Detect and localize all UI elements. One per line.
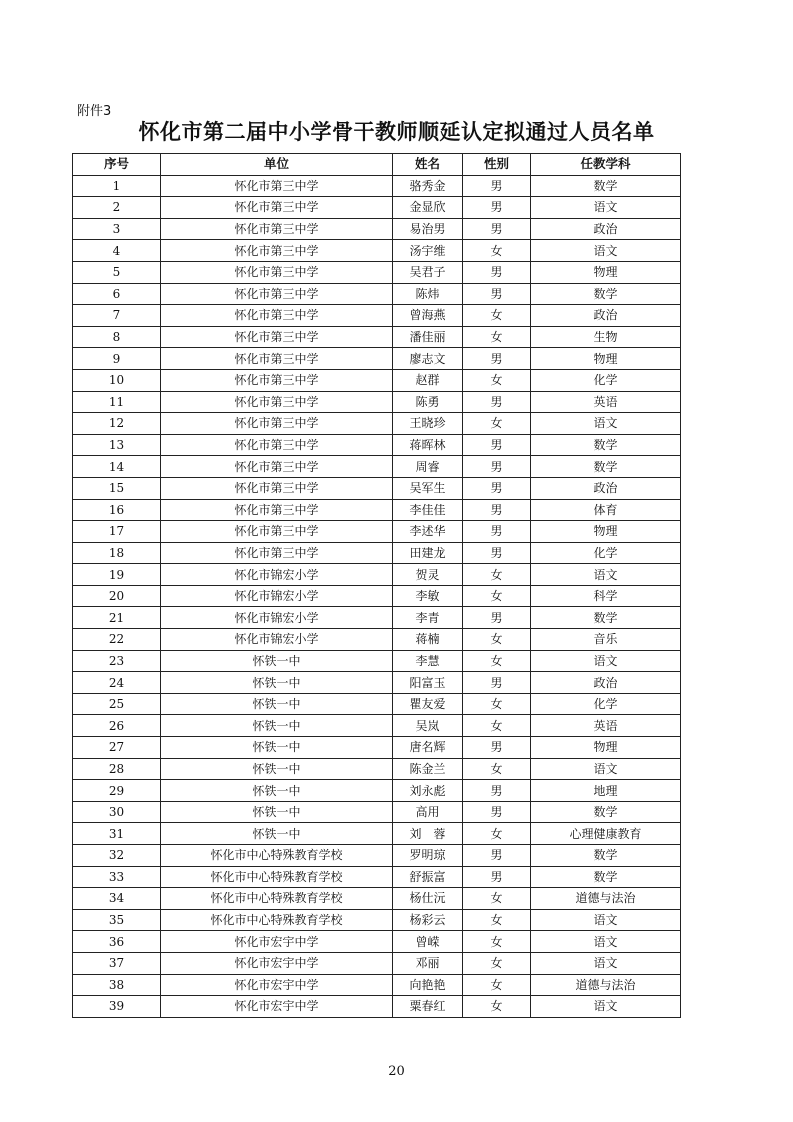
cell-unit: 怀铁一中 [161,801,393,823]
cell-unit: 怀化市第三中学 [161,197,393,219]
cell-no: 34 [73,888,161,910]
cell-name: 李佳佳 [393,499,463,521]
table-row [73,197,681,219]
cell-unit: 怀化市第三中学 [161,521,393,543]
cell-unit: 怀化市锦宏小学 [161,564,393,586]
cell-gender: 男 [463,261,531,283]
cell-no: 33 [73,866,161,888]
cell-gender: 女 [463,650,531,672]
table-row [73,952,681,974]
cell-no: 36 [73,931,161,953]
cell-no: 32 [73,845,161,867]
cell-unit: 怀化市宏宇中学 [161,996,393,1018]
cell-name: 刘 蓉 [393,823,463,845]
cell-unit: 怀化市第三中学 [161,305,393,327]
cell-no: 12 [73,413,161,435]
table-row [73,607,681,629]
cell-no: 7 [73,305,161,327]
cell-name: 金显欣 [393,197,463,219]
cell-no: 26 [73,715,161,737]
cell-subject: 数学 [531,845,681,867]
cell-gender: 女 [463,413,531,435]
cell-name: 骆秀金 [393,175,463,197]
cell-subject: 语文 [531,996,681,1018]
cell-subject: 物理 [531,521,681,543]
cell-subject: 政治 [531,477,681,499]
cell-subject: 政治 [531,672,681,694]
cell-unit: 怀化市第三中学 [161,326,393,348]
cell-name: 杨仕沅 [393,888,463,910]
cell-name: 赵群 [393,369,463,391]
cell-no: 35 [73,909,161,931]
cell-gender: 男 [463,391,531,413]
cell-name: 贺灵 [393,564,463,586]
table-row [73,348,681,370]
cell-name: 曾嵘 [393,931,463,953]
table-row [73,305,681,327]
cell-gender: 女 [463,931,531,953]
cell-subject: 数学 [531,283,681,305]
cell-no: 11 [73,391,161,413]
cell-subject: 道德与法治 [531,888,681,910]
cell-name: 蒋楠 [393,629,463,651]
cell-subject: 数学 [531,456,681,478]
cell-subject: 语文 [531,952,681,974]
cell-unit: 怀化市第三中学 [161,542,393,564]
cell-gender: 女 [463,326,531,348]
cell-gender: 男 [463,607,531,629]
cell-no: 18 [73,542,161,564]
cell-unit: 怀化市宏宇中学 [161,931,393,953]
cell-gender: 女 [463,240,531,262]
cell-gender: 女 [463,715,531,737]
cell-gender: 男 [463,737,531,759]
cell-gender: 男 [463,521,531,543]
cell-subject: 政治 [531,218,681,240]
cell-subject: 数学 [531,175,681,197]
table-row [73,737,681,759]
cell-unit: 怀化市锦宏小学 [161,607,393,629]
cell-no: 14 [73,456,161,478]
table-row [73,391,681,413]
table-row [73,326,681,348]
cell-name: 汤宇维 [393,240,463,262]
cell-no: 1 [73,175,161,197]
cell-name: 李慧 [393,650,463,672]
cell-unit: 怀化市第三中学 [161,240,393,262]
table-row [73,456,681,478]
cell-gender: 男 [463,197,531,219]
cell-no: 24 [73,672,161,694]
cell-name: 粟春红 [393,996,463,1018]
table-row [73,931,681,953]
cell-gender: 女 [463,996,531,1018]
cell-gender: 女 [463,585,531,607]
cell-unit: 怀铁一中 [161,693,393,715]
table-row [73,175,681,197]
table-row [73,974,681,996]
cell-subject: 语文 [531,240,681,262]
cell-no: 16 [73,499,161,521]
table-row [73,693,681,715]
cell-gender: 男 [463,499,531,521]
cell-gender: 男 [463,672,531,694]
cell-subject: 政治 [531,305,681,327]
cell-subject: 化学 [531,693,681,715]
cell-unit: 怀化市第三中学 [161,477,393,499]
table-row [73,413,681,435]
cell-name: 罗明琼 [393,845,463,867]
table-row [73,261,681,283]
cell-gender: 男 [463,456,531,478]
cell-no: 39 [73,996,161,1018]
cell-name: 向艳艳 [393,974,463,996]
cell-subject: 数学 [531,434,681,456]
cell-unit: 怀化市第三中学 [161,218,393,240]
table-row [73,758,681,780]
cell-unit: 怀化市中心特殊教育学校 [161,909,393,931]
cell-subject: 物理 [531,737,681,759]
cell-unit: 怀化市第三中学 [161,175,393,197]
cell-subject: 科学 [531,585,681,607]
cell-name: 田建龙 [393,542,463,564]
cell-subject: 物理 [531,261,681,283]
cell-name: 潘佳丽 [393,326,463,348]
cell-name: 杨彩云 [393,909,463,931]
cell-subject: 体育 [531,499,681,521]
cell-name: 高用 [393,801,463,823]
cell-name: 李述华 [393,521,463,543]
cell-unit: 怀化市中心特殊教育学校 [161,866,393,888]
cell-name: 蒋晖林 [393,434,463,456]
table-row [73,283,681,305]
table-row [73,218,681,240]
cell-unit: 怀化市锦宏小学 [161,629,393,651]
cell-gender: 女 [463,629,531,651]
cell-unit: 怀化市第三中学 [161,434,393,456]
cell-no: 37 [73,952,161,974]
staff-table [72,153,681,1018]
cell-unit: 怀铁一中 [161,780,393,802]
cell-no: 17 [73,521,161,543]
cell-subject: 数学 [531,607,681,629]
cell-name: 吴岚 [393,715,463,737]
cell-name: 唐名辉 [393,737,463,759]
cell-no: 23 [73,650,161,672]
cell-subject: 语文 [531,931,681,953]
cell-no: 27 [73,737,161,759]
cell-subject: 生物 [531,326,681,348]
attachment-label: 附件3 [77,104,112,119]
cell-subject: 英语 [531,715,681,737]
table-row [73,780,681,802]
cell-gender: 男 [463,434,531,456]
table-row [73,845,681,867]
table-row [73,715,681,737]
cell-gender: 女 [463,305,531,327]
cell-unit: 怀化市第三中学 [161,456,393,478]
cell-no: 13 [73,434,161,456]
cell-no: 10 [73,369,161,391]
cell-gender: 男 [463,542,531,564]
page-number: 20 [388,1064,405,1079]
table-row [73,672,681,694]
cell-no: 20 [73,585,161,607]
cell-no: 21 [73,607,161,629]
cell-unit: 怀化市中心特殊教育学校 [161,845,393,867]
table-row [73,996,681,1018]
cell-no: 31 [73,823,161,845]
cell-subject: 语文 [531,564,681,586]
document-title: 怀化市第二届中小学骨干教师顺延认定拟通过人员名单 [138,120,655,144]
cell-no: 28 [73,758,161,780]
cell-unit: 怀化市宏宇中学 [161,952,393,974]
cell-no: 6 [73,283,161,305]
cell-gender: 女 [463,909,531,931]
table-row [73,888,681,910]
table-row [73,650,681,672]
cell-gender: 男 [463,801,531,823]
cell-unit: 怀铁一中 [161,650,393,672]
cell-subject: 物理 [531,348,681,370]
table-body [73,175,681,1017]
cell-name: 李敏 [393,585,463,607]
table-row [73,521,681,543]
cell-subject: 化学 [531,542,681,564]
cell-no: 25 [73,693,161,715]
table-row [73,629,681,651]
cell-gender: 女 [463,952,531,974]
cell-subject: 语文 [531,909,681,931]
table-row [73,542,681,564]
cell-name: 王晓珍 [393,413,463,435]
cell-subject: 语文 [531,197,681,219]
cell-gender: 女 [463,823,531,845]
cell-no: 8 [73,326,161,348]
cell-name: 曾海燕 [393,305,463,327]
cell-unit: 怀化市第三中学 [161,369,393,391]
cell-gender: 男 [463,348,531,370]
cell-no: 30 [73,801,161,823]
table-row [73,585,681,607]
cell-name: 周睿 [393,456,463,478]
cell-no: 15 [73,477,161,499]
cell-name: 陈金兰 [393,758,463,780]
cell-subject: 数学 [531,866,681,888]
table-row [73,866,681,888]
cell-no: 19 [73,564,161,586]
cell-unit: 怀化市第三中学 [161,499,393,521]
cell-gender: 女 [463,758,531,780]
cell-name: 陈炜 [393,283,463,305]
cell-subject: 英语 [531,391,681,413]
cell-subject: 语文 [531,413,681,435]
cell-unit: 怀化市宏宇中学 [161,974,393,996]
cell-unit: 怀化市第三中学 [161,261,393,283]
cell-unit: 怀铁一中 [161,823,393,845]
cell-name: 瞿友爱 [393,693,463,715]
cell-gender: 女 [463,564,531,586]
table-row [73,801,681,823]
cell-no: 9 [73,348,161,370]
table-row [73,564,681,586]
cell-name: 易治男 [393,218,463,240]
cell-gender: 男 [463,175,531,197]
cell-subject: 心理健康教育 [531,823,681,845]
cell-name: 阳富玉 [393,672,463,694]
table-row [73,240,681,262]
cell-gender: 女 [463,693,531,715]
cell-unit: 怀化市第三中学 [161,391,393,413]
cell-no: 38 [73,974,161,996]
cell-unit: 怀铁一中 [161,737,393,759]
table-row [73,369,681,391]
table-row [73,823,681,845]
header-no: 序号 [73,154,161,176]
cell-subject: 地理 [531,780,681,802]
cell-no: 5 [73,261,161,283]
cell-no: 2 [73,197,161,219]
table-row [73,434,681,456]
cell-no: 22 [73,629,161,651]
table-row [73,499,681,521]
cell-gender: 女 [463,974,531,996]
cell-name: 陈勇 [393,391,463,413]
cell-gender: 女 [463,369,531,391]
cell-subject: 音乐 [531,629,681,651]
header-subject: 任教学科 [531,154,681,176]
cell-name: 邓丽 [393,952,463,974]
cell-no: 29 [73,780,161,802]
cell-unit: 怀化市第三中学 [161,283,393,305]
cell-subject: 数学 [531,801,681,823]
cell-unit: 怀化市中心特殊教育学校 [161,888,393,910]
cell-name: 李青 [393,607,463,629]
cell-subject: 道德与法治 [531,974,681,996]
cell-unit: 怀化市第三中学 [161,413,393,435]
cell-name: 廖志文 [393,348,463,370]
cell-no: 4 [73,240,161,262]
cell-gender: 男 [463,780,531,802]
cell-unit: 怀化市第三中学 [161,348,393,370]
cell-name: 吴君子 [393,261,463,283]
cell-unit: 怀铁一中 [161,715,393,737]
table-row [73,477,681,499]
cell-gender: 男 [463,845,531,867]
cell-no: 3 [73,218,161,240]
cell-unit: 怀铁一中 [161,672,393,694]
table-header-row [73,154,681,176]
header-name: 姓名 [393,154,463,176]
cell-gender: 男 [463,477,531,499]
header-unit: 单位 [161,154,393,176]
cell-gender: 女 [463,888,531,910]
cell-gender: 男 [463,283,531,305]
cell-name: 吴军生 [393,477,463,499]
header-gender: 性别 [463,154,531,176]
cell-gender: 男 [463,218,531,240]
cell-name: 舒振富 [393,866,463,888]
table-row [73,909,681,931]
cell-subject: 语文 [531,758,681,780]
cell-name: 刘永彪 [393,780,463,802]
cell-subject: 化学 [531,369,681,391]
cell-unit: 怀铁一中 [161,758,393,780]
cell-subject: 语文 [531,650,681,672]
cell-gender: 男 [463,866,531,888]
cell-unit: 怀化市锦宏小学 [161,585,393,607]
